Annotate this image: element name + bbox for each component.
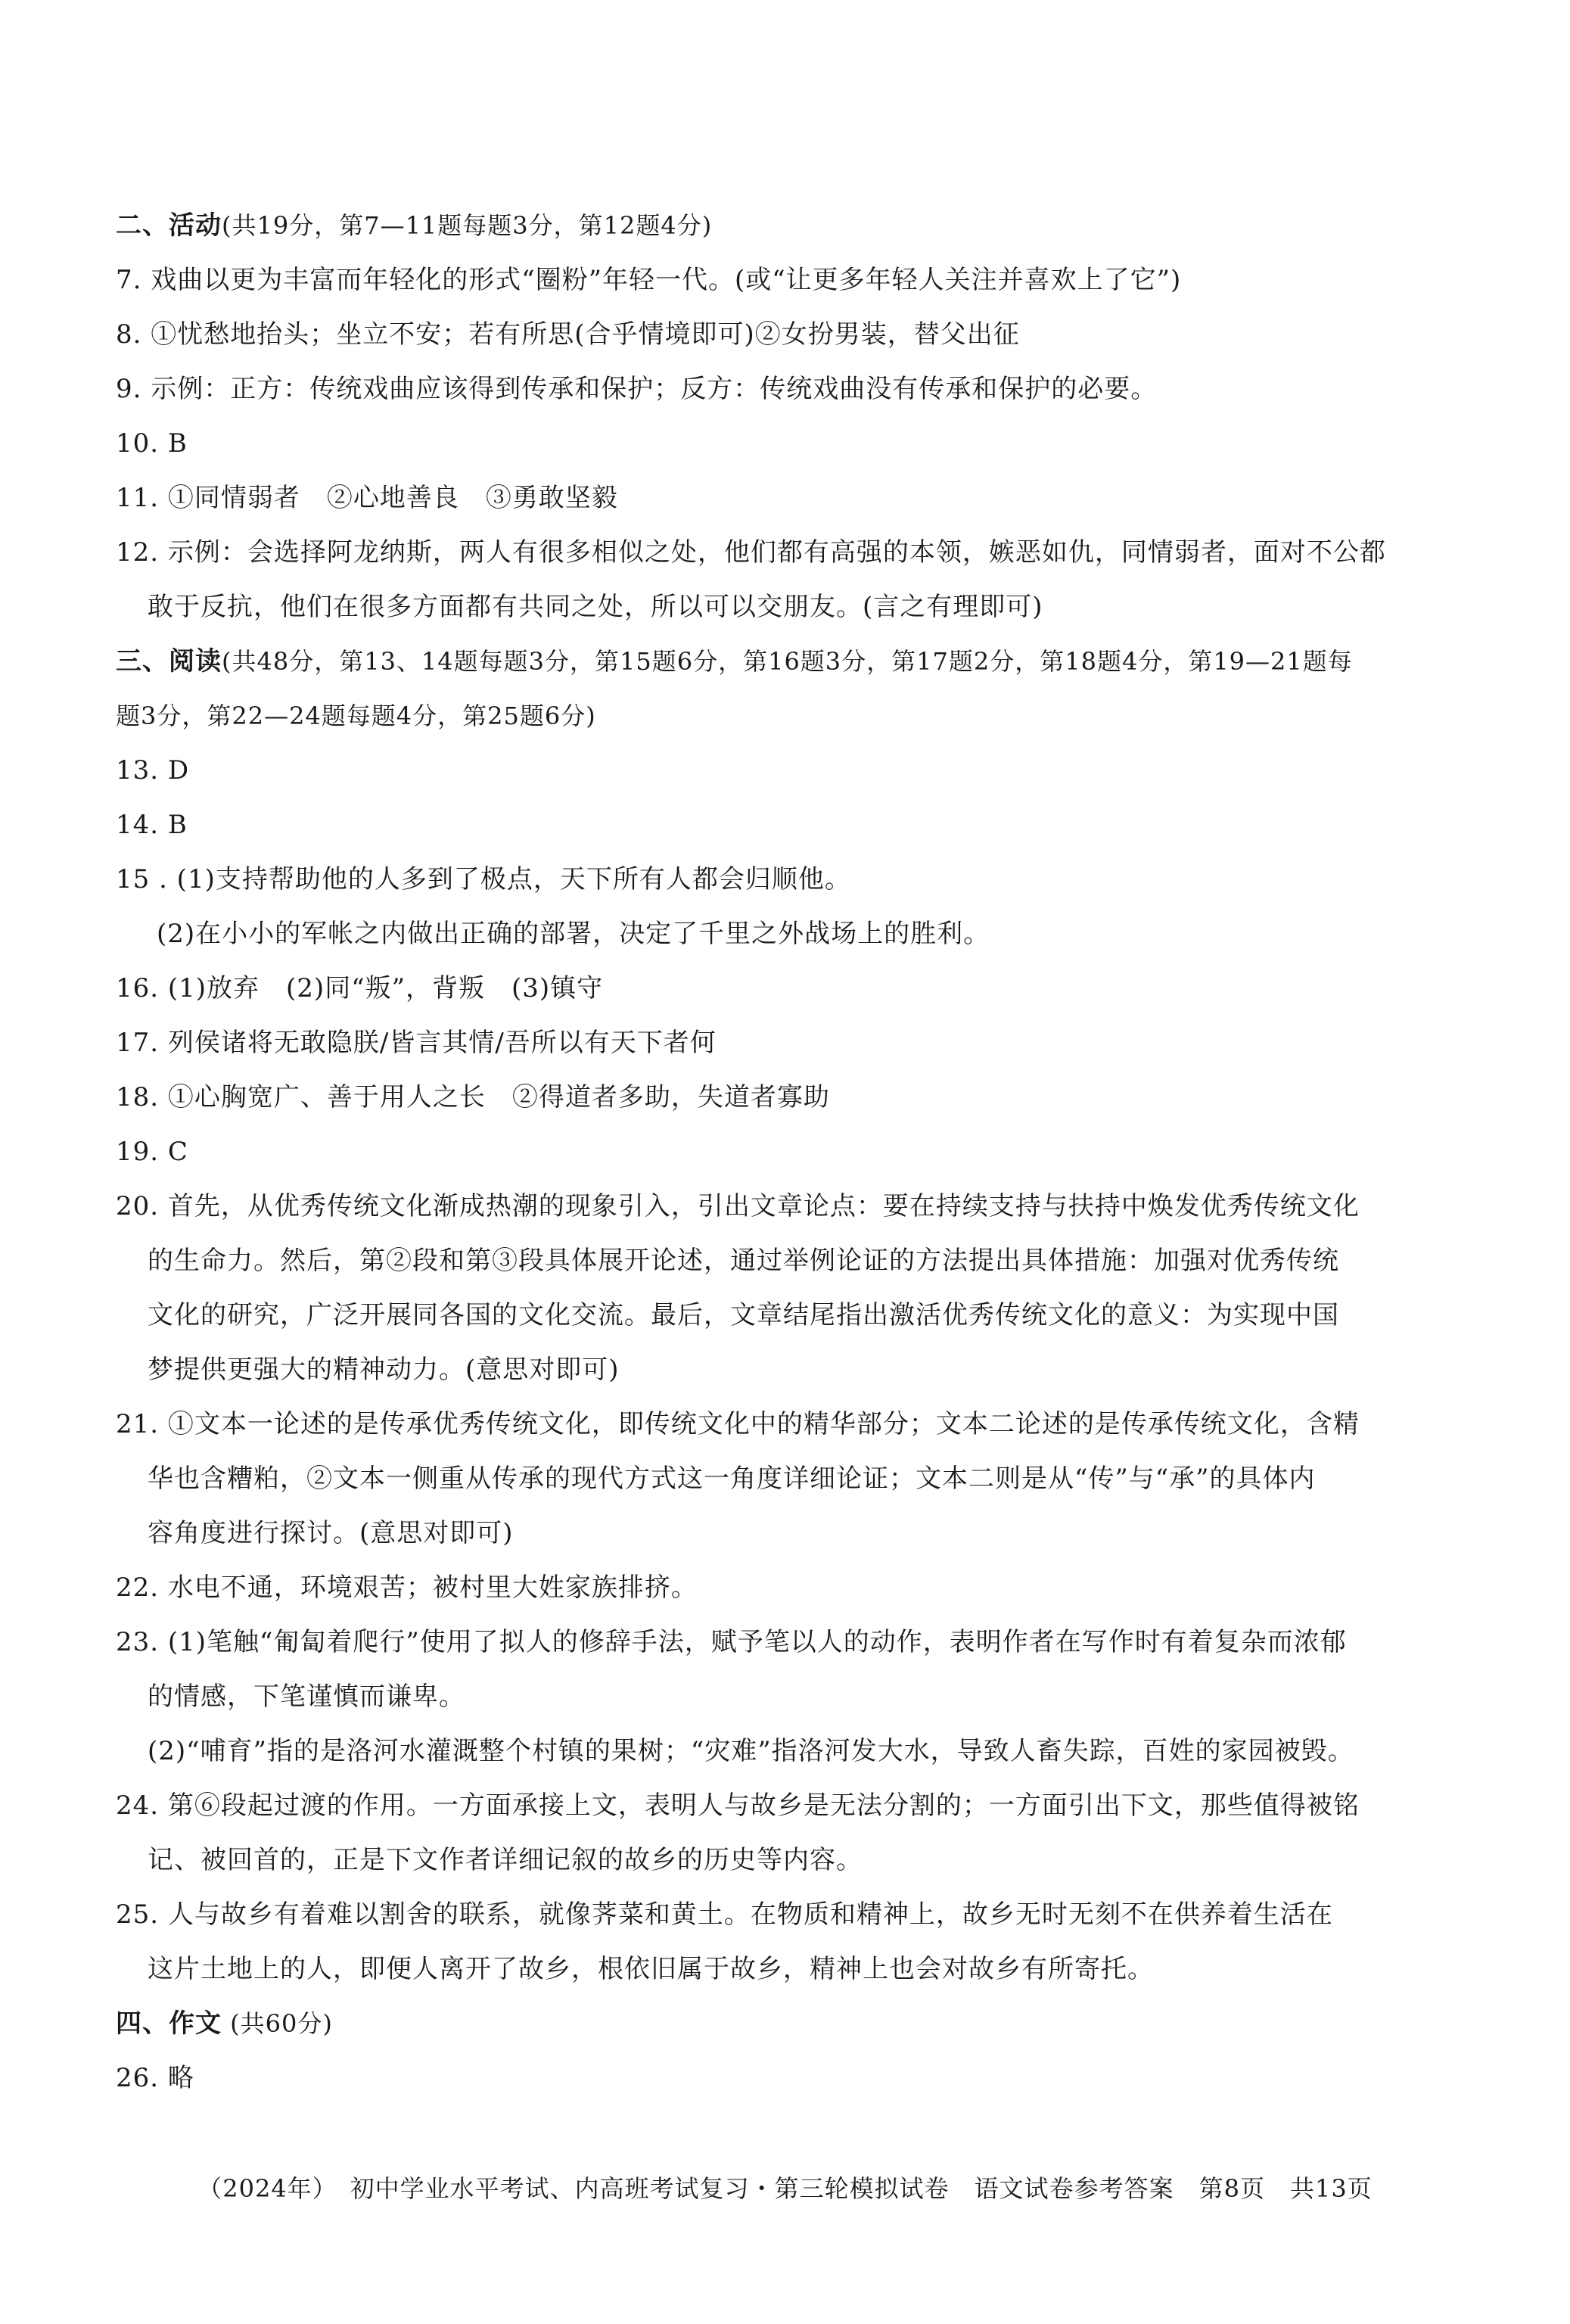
answer-7: 7. 戏曲以更为丰富而年轻化的形式“圈粉”年轻一代。(或“让更多年轻人关注并喜欢上了它”) bbox=[116, 265, 1182, 295]
answer-14: 14. B bbox=[116, 810, 188, 840]
section-title: 四、作文 bbox=[116, 2008, 222, 2039]
answer-23-continued: 的情感，下笔谨慎而谦卑。 bbox=[148, 1682, 465, 1712]
answer-21: 21. ①文本一论述的是传承优秀传统文化，即传统文化中的精华部分；文本二论述的是传承传统文化，含精 bbox=[116, 1409, 1360, 1439]
answer-13: 13. D bbox=[116, 755, 190, 786]
answer-24-continued: 记、被回首的，正是下文作者详细记叙的故乡的历史等内容。 bbox=[148, 1845, 863, 1875]
answer-19: 19. C bbox=[116, 1137, 188, 1167]
answer-15-part-2: (2)在小小的军帐之内做出正确的部署，决定了千里之外战场上的胜利。 bbox=[157, 919, 990, 949]
answer-24: 24. 第⑥段起过渡的作用。一方面承接上文，表明人与故乡是无法分割的；一方面引出下文，那些值得被铭 bbox=[116, 1790, 1360, 1821]
answer-16: 16. (1)放弃 (2)同“叛”，背叛 (3)镇守 bbox=[116, 973, 604, 1003]
section-heading-reading-continued bbox=[116, 689, 1455, 743]
answer-22: 22. 水电不通，环境艰苦；被村里大姓家族排挤。 bbox=[116, 1573, 698, 1603]
section-score-note: (共60分) bbox=[222, 2009, 333, 2038]
answer-11: 11. ①同情弱者 ②心地善良 ③勇敢坚毅 bbox=[116, 483, 618, 513]
section-score-note: (共48分，第13、14题每题3分，第15题6分，第16题3分，第17题2分，第18题4分，第19—21题每 bbox=[222, 647, 1353, 676]
answer-21-continued: 容角度进行探讨。(意思对即可) bbox=[148, 1518, 514, 1548]
answer-25-continued: 这片土地上的人，即便人离开了故乡，根依旧属于故乡，精神上也会对故乡有所寄托。 bbox=[148, 1954, 1154, 1984]
answer-12: 12. 示例：会选择阿龙纳斯，两人有很多相似之处，他们都有高强的本领，嫉恶如仇，同情弱者，面对不公都 bbox=[116, 537, 1386, 568]
answer-17: 17. 列侯诸将无敢隐朕/皆言其情/吾所以有天下者何 bbox=[116, 1028, 717, 1058]
answer-23: 23. (1)笔触“匍匐着爬行”使用了拟人的修辞手法，赋予笔以人的动作，表明作者在写作时有着复杂而浓郁 bbox=[116, 1627, 1347, 1657]
answer-12-continued: 敢于反抗，他们在很多方面都有共同之处，所以可以交朋友。(言之有理即可) bbox=[148, 592, 1043, 622]
section-heading-activity bbox=[116, 198, 1455, 253]
answer-21-continued: 华也含糟粕，②文本一侧重从传承的现代方式这一角度详细论证；文本二则是从“传”与“承”的具体内 bbox=[148, 1464, 1316, 1494]
answer-23-part-2: (2)“哺育”指的是洛河水灌溉整个村镇的果树；“灾难”指洛河发大水，导致人畜失踪，百姓的家园被毁。 bbox=[148, 1736, 1354, 1766]
answer-20-continued: 文化的研究，广泛开展同各国的文化交流。最后，文章结尾指出激活优秀传统文化的意义：为实现中国 bbox=[148, 1300, 1339, 1330]
answer-20: 20. 首先，从优秀传统文化渐成热潮的现象引入，引出文章论点：要在持续支持与扶持中焕发优秀传统文化 bbox=[116, 1191, 1360, 1221]
answer-18: 18. ①心胸宽广、善于用人之长 ②得道者多助，失道者寡助 bbox=[116, 1082, 830, 1112]
answer-26: 26. 略 bbox=[116, 2063, 194, 2093]
page-footer: （2024年） 初中学业水平考试、内高班考试复习・第三轮模拟试卷 语文试卷参考答案 第8页 共13页 bbox=[197, 2174, 1373, 2203]
answer-key-content bbox=[116, 198, 1455, 2105]
section-heading-reading bbox=[116, 634, 1455, 689]
answer-8: 8. ①忧愁地抬头；坐立不安；若有所思(合乎情境即可)②女扮男装，替父出征 bbox=[116, 319, 1020, 350]
section-title: 二、活动 bbox=[116, 210, 222, 241]
answer-10: 10. B bbox=[116, 428, 188, 459]
section-title: 三、阅读 bbox=[116, 646, 222, 677]
answer-9: 9. 示例：正方：传统戏曲应该得到传承和保护；反方：传统戏曲没有传承和保护的必要。 bbox=[116, 374, 1158, 404]
section-heading-writing bbox=[116, 1996, 1455, 2051]
answer-20-continued: 的生命力。然后，第②段和第③段具体展开论述，通过举例论证的方法提出具体措施：加强对优秀传统 bbox=[148, 1246, 1339, 1276]
answer-25: 25. 人与故乡有着难以割舍的联系，就像荠菜和黄土。在物质和精神上，故乡无时无刻不在供养着生活在 bbox=[116, 1899, 1333, 1930]
section-score-note: 题3分，第22—24题每题4分，第25题6分) bbox=[116, 702, 596, 730]
answer-20-continued: 梦提供更强大的精神动力。(意思对即可) bbox=[148, 1355, 620, 1385]
section-score-note: (共19分，第7—11题每题3分，第12题4分) bbox=[222, 211, 713, 240]
answer-15: 15 . (1)支持帮助他的人多到了极点，天下所有人都会归顺他。 bbox=[116, 864, 851, 894]
